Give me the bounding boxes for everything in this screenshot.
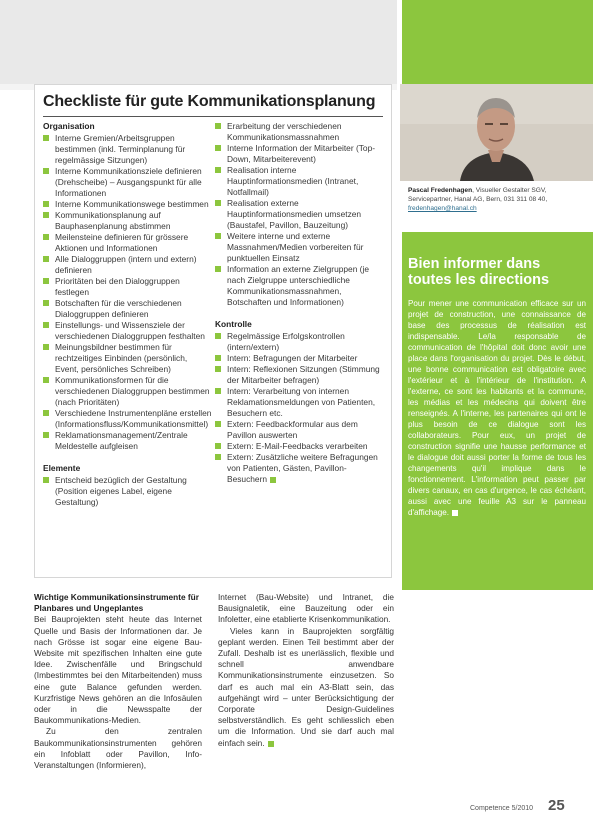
list-item: Einstellungs- und Wissensziele der verschiedenen Dialoggruppen festhalten [43,320,213,342]
bullet-square-icon [215,200,221,206]
section-heading-organisation: Organisation [43,121,95,131]
list-item: Extern: Zusätzliche weitere Befragungen von Patienten, Gästen, Pavillon-Besuchern [215,452,385,485]
list-item: Weitere interne und externe Massnahmen/Medien vorbereiten für punktuellen Einsatz [215,231,385,264]
sidebar-title: Bien informer dans toutes les directions [408,256,550,288]
portrait-photo [400,84,593,181]
list-item: Interne Kommunikationsziele definieren (Drehscheibe) – Ausgangspunkt für alle Informationen [43,166,213,199]
bullet-square-icon [43,256,49,262]
bullet-square-icon [43,344,49,350]
bullet-square-icon [215,388,221,394]
bullet-square-icon [215,366,221,372]
list-item: Intern: Befragungen der Mitarbeiter [215,353,385,364]
checklist-title: Checkliste für gute Kommunikationsplanung [43,93,376,110]
end-mark-icon [452,510,458,516]
list-item: Verschiedene Instrumentenpläne erstellen (Informationsfluss/Kommunikationsmittel) [43,408,213,430]
green-top-block [402,0,593,84]
article-paragraph: Zu den zentralen Baukommunikationsinstrumenten gehören ein Infoblatt oder Pavillon, Info-Veranstaltungen (Informieren), [34,726,202,771]
list-item: Regelmässige Erfolgskontrollen (intern/extern) [215,331,385,353]
bullet-square-icon [215,266,221,272]
article-paragraph: Bei Bauprojekten steht heute das Internet Quelle und Basis der Informationen dar. Je nach Grösse ist sogar eine eigene Bau-Website mit spezifischen Inhalten eine gute Idee. Zwischenfälle und Bringschuld (Imbestimmtes bei den Mitarbeitenden) muss eine gute Balance gefunden werden. Kurzfristige News gehören an die Infosäulen oder in die Newsspalte der Baukommunikations-Medien. [34,614,202,726]
end-mark-icon [268,741,274,747]
bullet-square-icon [215,333,221,339]
bullet-square-icon [215,454,221,460]
footer-magazine: Competence 5/2010 [470,805,534,812]
sidebar-text: Pour mener une communication efficace sur un projet de construction, une connaissance de base des processus de réalisation est indispensable. Le/la responsable de communication de l'hôpital doit donc avoir une place dans l'organisation du projet. Dès le début, une bonne communication est obligatoire avec l'extérieur et à l'intérieur de l'institution. A l'externe, ce sont les habitants et la commune, les médias et les médecins qui doivent être renseignés. A l'interne, les partenaires qui ont le plus besoin de ce dialogue sont les collaborateurs. Pour eux, un projet de construction signifie une hausse performance et le dialogue doit aussi porter la forme de tous les changements qu'il implique dans le fonctionnement. L'information peut passer par divers canaux, en cas d'urgence, le cas échéant, aussi avec une feuille A3 sur le panneau d'affichage. [408,299,586,517]
list-item: Information an externe Zielgruppen (je nach Zielgruppe unterschiedliche Kommunikationsmassnahmen, Botschaften und Informationen) [215,264,385,308]
list-item: Interne Gremien/Arbeitsgruppen bestimmen (inkl. Terminplanung für regelmässige Sitzungen) [43,133,213,166]
section-heading-elemente: Elemente [43,463,81,473]
bullet-square-icon [43,234,49,240]
section-heading-kontrolle: Kontrolle [215,319,252,329]
bullet-square-icon [215,123,221,129]
bullet-square-icon [43,201,49,207]
portrait-illustration [400,84,593,181]
article-paragraph: Vieles kann in Bauprojekten sorgfältig geplant werden. Einen Teil bestimmt aber der Zufall. Deshalb ist es unerlässlich, flexible und schnell anwendbare Kommunikationsinstrumente einzusetzen. So darf es auch mal ein A3-Blatt sein, das aufgehängt wird – unter Berücksichtigung der Corporate Design-Guidelines selbstverständlich. Es geht schliesslich eben um die Information. Und sie darf auch mal einfach sein. [218,625,394,748]
article-paragraph: Internet (Bau-Website) und Intranet, die Bausignaletik, eine Bauzeitung oder ein Infoletter, eine etablierte Krisenkommunikation. [218,592,394,625]
caption-contact: 031 311 08 40, [503,196,548,203]
bullet-square-icon [43,432,49,438]
list-item: Extern: Feedbackformular aus dem Pavillon auswerten [215,419,385,441]
list-item: Realisation interne Hauptinformationsmedien (Intranet, Notfallmail) [215,165,385,198]
list-item: Extern: E-Mail-Feedbacks verarbeiten [215,441,385,452]
top-blank-area [0,0,397,84]
checklist-box [34,84,392,578]
bullet-square-icon [43,477,49,483]
list-item: Entscheid bezüglich der Gestaltung (Position eigenes Label, eigene Gestaltung) [43,475,213,508]
bullet-square-icon [215,355,221,361]
checklist-right-column [215,121,385,485]
bullet-square-icon [43,135,49,141]
page-number: 25 [548,797,565,814]
bullet-square-icon [215,233,221,239]
list-item: Prioritäten bei den Dialoggruppen festlegen [43,276,213,298]
photo-caption [408,186,588,213]
list-item: Intern: Reflexionen Sitzungen (Stimmung der Mitarbeiter befragen) [215,364,385,386]
list-item: Intern: Verarbeitung von internen Reklamationsmeldungen von Patienten, Besuchern etc. [215,386,385,419]
list-item: Botschaften für die verschiedenen Dialoggruppen definieren [43,298,213,320]
end-mark-icon [270,477,276,483]
bullet-square-icon [215,421,221,427]
bullet-square-icon [43,168,49,174]
list-item: Kommunikationsformen für die verschiedenen Dialoggruppen bestimmen (nach Prioritäten) [43,375,213,408]
bullet-square-icon [43,377,49,383]
list-item: Reklamationsmanagement/Zentrale Meldestelle aufgleisen [43,430,213,452]
bullet-square-icon [215,443,221,449]
caption-name: Pascal Fredenhagen [408,187,473,194]
list-item: Erarbeitung der verschiedenen Kommunikationsmassnahmen [215,121,385,143]
checklist-left-column [43,121,213,508]
bullet-square-icon [215,145,221,151]
list-item: Interne Kommunikationswege bestimmen [43,199,213,210]
list-item: Meinungsbildner bestimmen für rechtzeitiges Einbinden (persönlich, Event, persönliches Schreiben) [43,342,213,375]
caption-role: , Visueller Gestalter SGV, Servicepartner, Hanal AG, Bern, [408,187,547,203]
article-heading: Wichtige Kommunikationsinstrumente für Planbares und Ungeplantes [34,592,199,614]
bullet-square-icon [43,212,49,218]
bullet-square-icon [43,410,49,416]
checklist-rule [43,116,383,117]
list-item: Realisation externe Hauptinformationsmedien umsetzen (Baustafel, Pavillon, Bauzeitung) [215,198,385,231]
bullet-square-icon [43,278,49,284]
list-item: Kommunikationsplanung auf Bauphasenplanung abstimmen [43,210,213,232]
list-item: Interne Information der Mitarbeiter (Top-Down, Mitarbeiterevent) [215,143,385,165]
list-item: Meilensteine definieren für grössere Aktionen und Informationen [43,232,213,254]
bullet-square-icon [215,167,221,173]
article-right-column [218,592,394,749]
list-item: Alle Dialoggruppen (intern und extern) definieren [43,254,213,276]
bullet-square-icon [43,300,49,306]
bullet-square-icon [43,322,49,328]
article-left-column [34,592,202,771]
caption-email-link[interactable]: fredenhagen@hanal.ch [408,205,477,212]
